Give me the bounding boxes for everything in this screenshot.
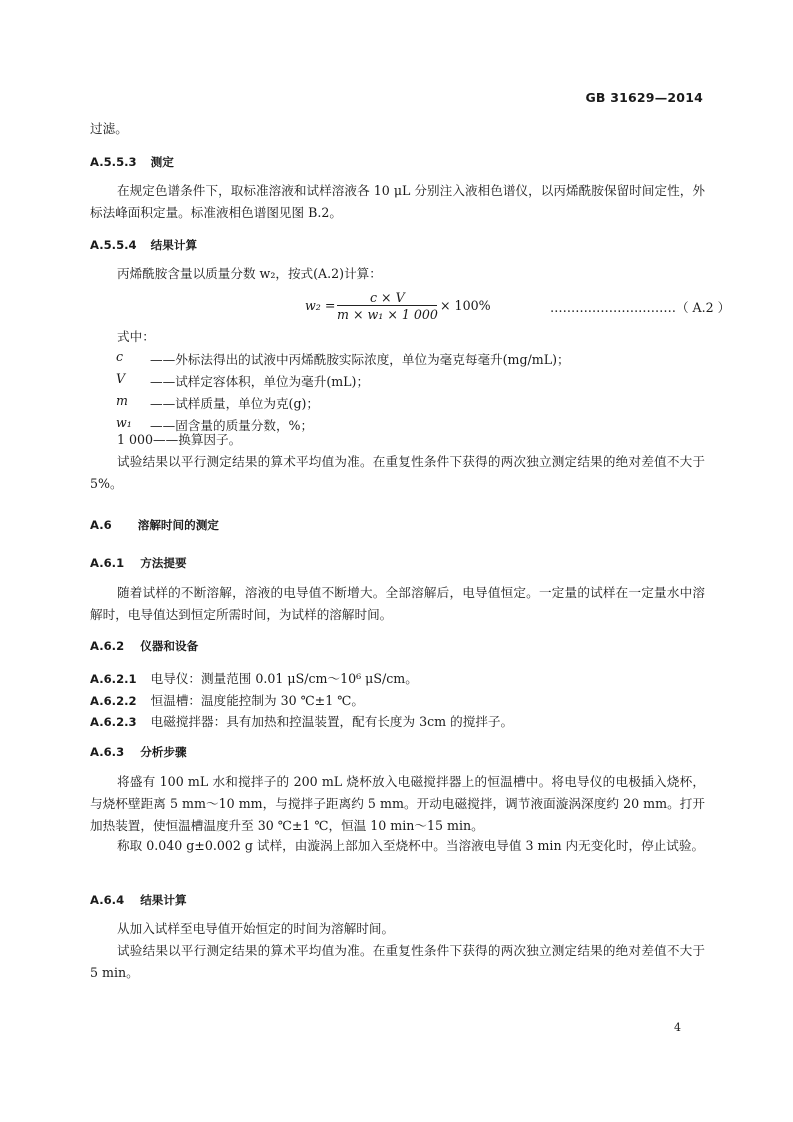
- section-number: A.6.1: [90, 556, 125, 570]
- section-number: A.6.2: [90, 639, 125, 653]
- definition-symbol: w₁: [116, 415, 132, 430]
- clause-number: A.6.2.3: [90, 715, 137, 729]
- section-number: A.6: [90, 518, 112, 532]
- section-title: 溶解时间的测定: [137, 518, 219, 532]
- formula-rhs: × 100%: [440, 298, 491, 313]
- section-title: 结果计算: [150, 238, 198, 252]
- clause-text: 电磁搅拌器：具有加热和控温装置，配有长度为 3cm 的搅拌子。: [150, 714, 514, 729]
- paragraph: 试验结果以平行测定结果的算术平均值为准。在重复性条件下获得的两次独立测定结果的绝对差值不大于 5%。: [90, 454, 705, 491]
- page-number: 4: [674, 1021, 681, 1034]
- definition-symbol: V: [116, 371, 126, 386]
- formula-numerator: c × V: [370, 290, 405, 305]
- paragraph: 丙烯酰胺含量以质量分数 w₂，按式(A.2)计算：: [117, 266, 382, 281]
- section-number: A.5.5.4: [90, 238, 137, 252]
- clause-text: 恒温槽：温度能控制为 30 ℃±1 ℃。: [150, 693, 364, 708]
- section-number: A.6.3: [90, 745, 125, 759]
- section-heading-a61: [90, 555, 187, 571]
- clause-text: 电导仪：测量范围 0.01 μS/cm～10⁶ μS/cm。: [150, 671, 418, 686]
- fraction-bar: [337, 305, 437, 306]
- formula-denominator: m × w₁ × 1 000: [337, 307, 438, 322]
- formula-lhs: w₂ =: [305, 298, 336, 313]
- clause-a623: [90, 711, 513, 733]
- equation-number: …………………………（ A.2 ）: [550, 300, 731, 315]
- paragraph: 试验结果以平行测定结果的算术平均值为准。在重复性条件下获得的两次独立测定结果的绝对差值不大于 5 min。: [90, 943, 705, 980]
- clause-number: A.6.2.2: [90, 694, 137, 708]
- section-title: 测定: [150, 155, 174, 169]
- section-heading-a64: [90, 892, 187, 908]
- section-number: A.6.4: [90, 893, 125, 907]
- clause-number: A.6.2.1: [90, 672, 137, 686]
- definition-text: ——固含量的质量分数，%；: [150, 418, 314, 433]
- clause-a622: [90, 690, 364, 712]
- paragraph: 称取 0.040 g±0.002 g 试样，由漩涡上部加入至烧杯中。当溶液电导值 3 min 内无变化时，停止试验。: [117, 838, 705, 853]
- section-title: 方法提要: [140, 556, 187, 570]
- section-title: 分析步骤: [140, 745, 187, 759]
- definition-text: ——试样质量，单位为克(g)；: [150, 396, 320, 411]
- section-heading-a63: [90, 744, 187, 760]
- definition-text: ——试样定容体积，单位为毫升(mL)；: [150, 374, 370, 389]
- section-heading-a62: [90, 638, 198, 654]
- definition-text: ——外标法得出的试液中丙烯酰胺实际浓度，单位为毫克每毫升(mg/mL)；: [150, 352, 570, 367]
- section-heading-a6: [90, 517, 219, 533]
- definition-factor: 1 000——换算因子。: [117, 432, 242, 447]
- section-heading-a554: [90, 237, 197, 253]
- standard-number: GB 31629—2014: [585, 90, 703, 105]
- section-number: A.5.5.3: [90, 155, 137, 169]
- clause-a621: [90, 668, 418, 690]
- paragraph: 随着试样的不断溶解，溶液的电导值不断增大。全部溶解后，电导值恒定。一定量的试样在一定量水中溶解时，电导值达到恒定所需时间，为试样的溶解时间。: [90, 585, 705, 622]
- definition-symbol: m: [116, 393, 128, 408]
- section-title: 结果计算: [140, 893, 187, 907]
- paragraph: 将盛有 100 mL 水和搅拌子的 200 mL 烧杯放入电磁搅拌器上的恒温槽中。将电导仪的电极插入烧杯，与烧杯壁距离 5 mm～10 mm，与搅拌子距离约 5 mm。开动电磁搅拌，调节液面漩涡深度约 20 mm。打开加热装置，使恒温槽温度升至 30 ℃±1 ℃，恒温 10 min～15 min。: [90, 774, 705, 833]
- definition-symbol: c: [116, 349, 124, 364]
- section-heading-a553: [90, 154, 174, 170]
- paragraph: 在规定色谱条件下，取标准溶液和试样溶液各 10 μL 分别注入液相色谱仪，以丙烯酰胺保留时间定性，外标法峰面积定量。标准液相色谱图见图 B.2。: [90, 183, 705, 220]
- continued-text: 过滤。: [90, 121, 128, 136]
- section-title: 仪器和设备: [140, 639, 199, 653]
- where-label: 式中：: [117, 329, 155, 344]
- paragraph: 从加入试样至电导值开始恒定的时间为溶解时间。: [117, 921, 395, 936]
